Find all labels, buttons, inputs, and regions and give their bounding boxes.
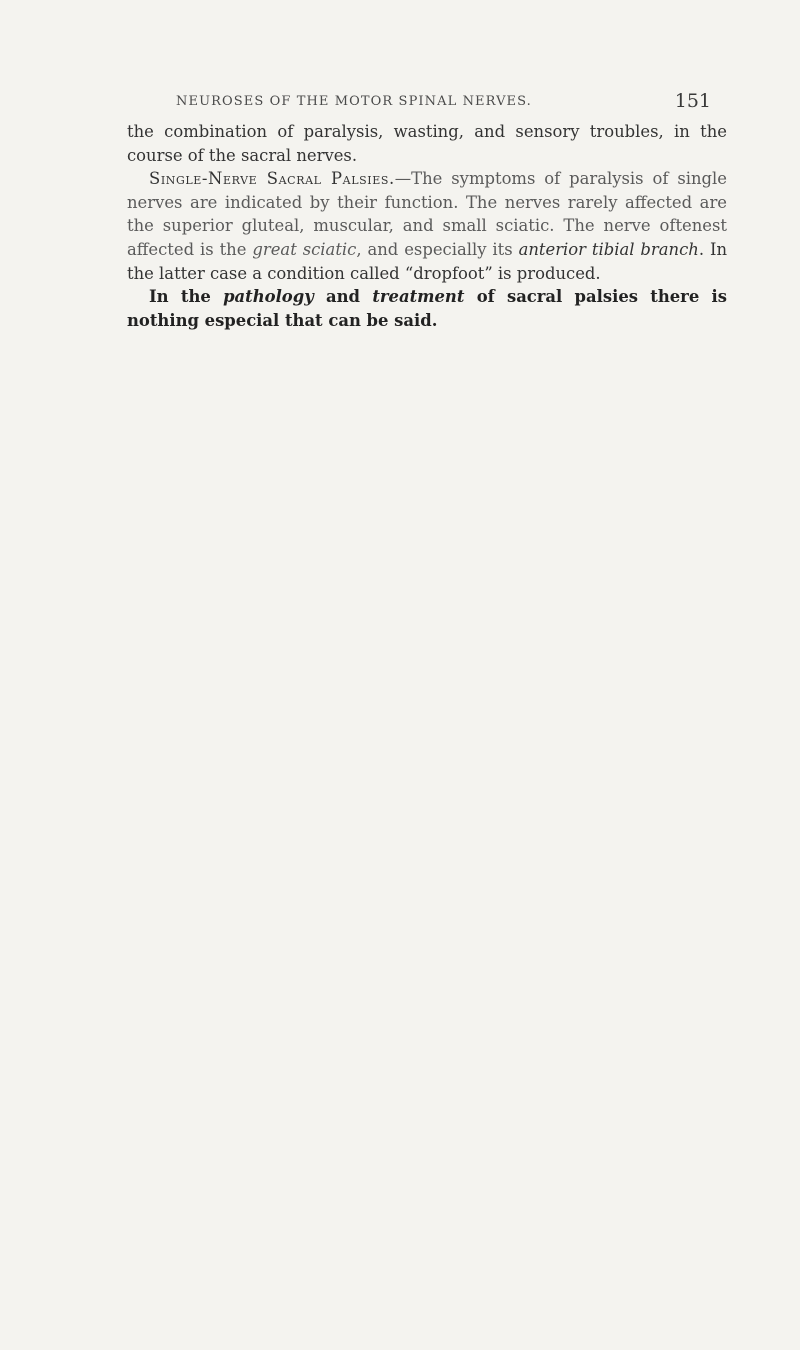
paragraph-sacral-palsies [127,167,727,285]
emphasis-pathology: pathology [223,287,314,307]
body-text [127,120,727,332]
paragraph-text: —The symptoms of paralysis of single nerves are indicated by their function. The nerves rarely affected are the superior gluteal, muscular, and small sciatic. The nerve oftenest affected is the [127,169,727,259]
paragraph-text: . In the latter case a condition called “dropfoot” is produced. [127,239,728,283]
emphasis-anterior-tibial: anterior tibial branch [518,239,699,259]
section-heading: Single-Nerve Sacral Palsies. [149,169,395,189]
running-head [126,90,711,114]
emphasis-great-sciatic: great sciatic [252,239,357,259]
paragraph-text: In the [149,287,224,307]
emphasis-treatment: treatment [372,287,465,307]
paragraph-text: the combination of paralysis, wasting, and sensory troubles, in the course of the sacral nerves. [127,122,727,165]
paragraph-text: of sacral palsies there is nothing especial that can be said. [127,287,727,330]
running-title: NEUROSES OF THE MOTOR SPINAL NERVES. [176,94,532,109]
page-number: 151 [674,90,711,112]
paragraph-continuation [127,120,727,167]
paragraph-pathology [127,285,727,332]
paragraph-text: and [313,287,373,307]
paragraph-text: , and especially its [356,239,519,259]
